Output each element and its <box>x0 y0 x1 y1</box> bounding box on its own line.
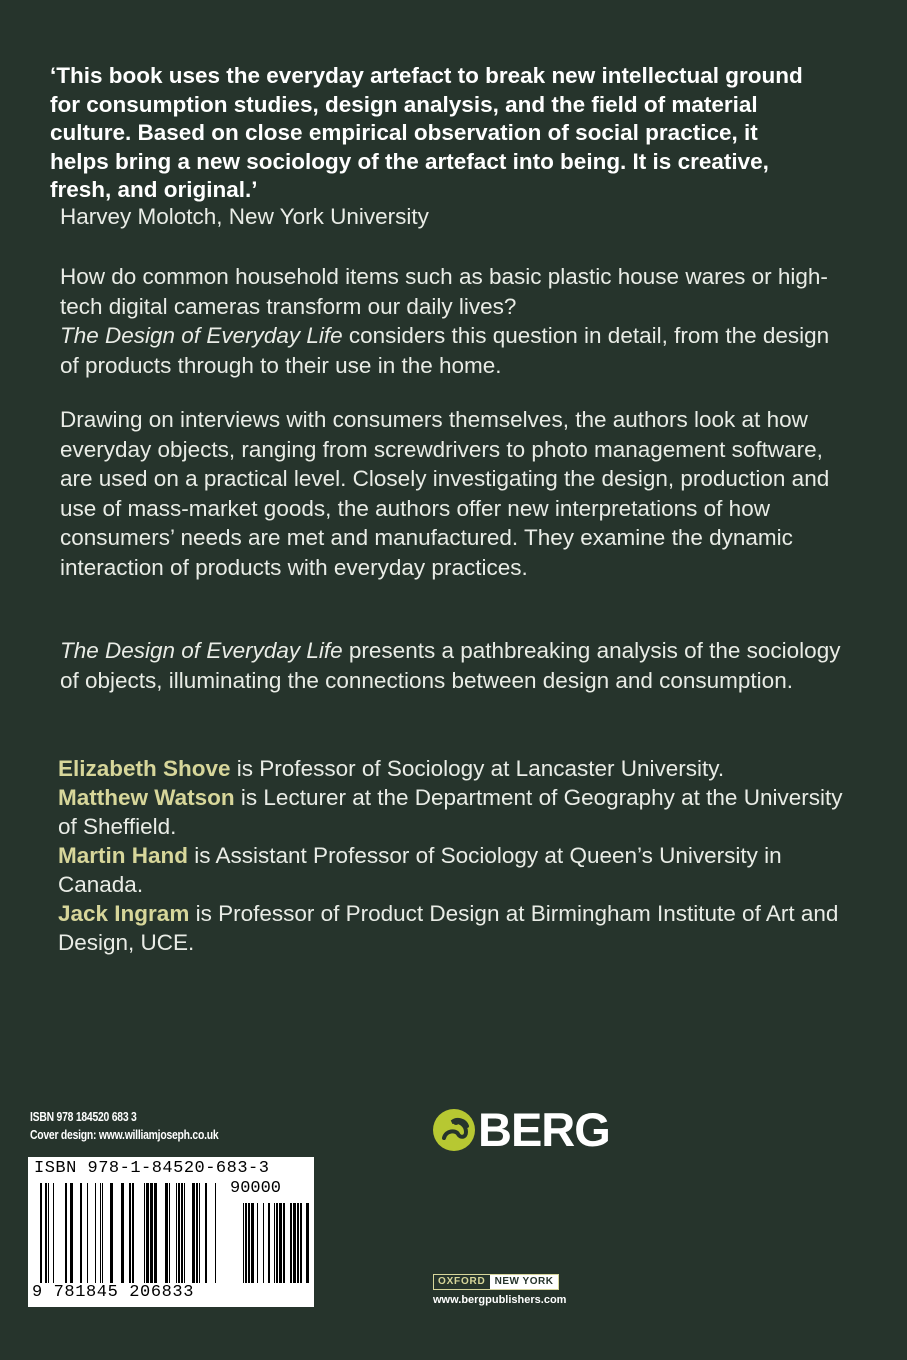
barcode-bar <box>102 1183 103 1283</box>
barcode-bar <box>129 1183 131 1283</box>
publisher-name: BERG <box>478 1103 610 1156</box>
paragraph-1-text: How do common household items such as basic plastic house wares or high-tech digital cameras transform our daily lives? <box>60 264 828 319</box>
berg-logo <box>432 1103 622 1156</box>
author-name: Elizabeth Shove <box>58 756 231 781</box>
barcode-bar <box>263 1203 264 1283</box>
author-bio <box>58 899 848 957</box>
author-desc: is Professor of Sociology at Lancaster University. <box>230 756 725 781</box>
barcode-bar <box>154 1183 157 1283</box>
review-quote: ‘This book uses the everyday artefact to break new intellectual ground for consumption studies, design analysis, and the field of material culture. Based on close empirical observation of social practice, it helps bring a new sociology of the artefact into being. It is creative, fresh, and original.’ <box>50 63 803 203</box>
paragraph-3-rest: presents a pathbreaking analysis of the sociology of objects, illuminating the connections between design and consumption. <box>60 638 841 693</box>
barcode-price-code: 90000 <box>230 1179 282 1198</box>
author-name: Matthew Watson <box>58 785 235 810</box>
barcode-bar <box>196 1183 198 1283</box>
author-desc: is Lecturer at the Department of Geography at the University of Sheffield. <box>58 785 843 839</box>
city-new-york: NEW YORK <box>490 1275 559 1289</box>
barcode-bar <box>150 1183 153 1283</box>
barcode-bar <box>144 1183 145 1283</box>
publisher-website: www.bergpublishers.com <box>433 1294 567 1306</box>
barcode-bar <box>215 1183 216 1283</box>
barcode-bar <box>306 1203 309 1283</box>
barcode-bar <box>181 1183 183 1283</box>
barcode-bar <box>176 1183 177 1283</box>
barcode-bar <box>165 1183 168 1283</box>
barcode <box>28 1157 314 1307</box>
barcode-bar <box>205 1183 207 1283</box>
barcode-bar <box>53 1183 54 1283</box>
barcode-bar <box>199 1183 200 1283</box>
book-title-italic: The Design of Everyday Life <box>60 638 343 663</box>
barcode-bar <box>45 1183 47 1283</box>
cover-design-credit: Cover design: www.williamjoseph.co.uk <box>30 1127 219 1142</box>
barcode-isbn: ISBN 978-1-84520-683-3 <box>34 1159 270 1178</box>
barcode-bar <box>276 1203 278 1283</box>
barcode-bar <box>279 1203 282 1283</box>
barcode-bar <box>70 1183 73 1283</box>
barcode-bar <box>146 1183 149 1283</box>
swan-icon <box>432 1108 476 1152</box>
barcode-bar <box>169 1183 170 1283</box>
author-bio <box>58 783 848 841</box>
barcode-bar <box>257 1203 258 1283</box>
barcode-digits: 9 781845 206833 <box>32 1283 195 1302</box>
barcode-bar <box>268 1203 270 1283</box>
city-oxford: OXFORD <box>434 1275 490 1289</box>
book-title-italic: The Design of Everyday Life <box>60 323 343 348</box>
author-bio <box>58 841 848 899</box>
description-paragraph-3 <box>60 636 850 695</box>
barcode-bar <box>192 1183 195 1283</box>
author-name: Jack Ingram <box>58 901 190 926</box>
author-desc: is Assistant Professor of Sociology at Queen’s University in Canada. <box>58 843 782 897</box>
paragraph-1-rest: considers this question in detail, from the design of products through to their use in the home. <box>60 323 830 378</box>
barcode-bar <box>293 1203 296 1283</box>
isbn-credits <box>30 1108 218 1144</box>
barcode-bar <box>245 1203 247 1283</box>
isbn-line: ISBN 978 184520 683 3 <box>30 1109 137 1124</box>
barcode-bar <box>132 1183 134 1283</box>
barcode-bar <box>80 1183 82 1283</box>
barcode-bar <box>251 1203 254 1283</box>
barcode-bar <box>87 1183 88 1283</box>
barcode-bar <box>40 1183 42 1283</box>
author-name: Martin Hand <box>58 843 189 868</box>
description-paragraph-1 <box>60 262 850 380</box>
author-bios <box>58 754 848 957</box>
description-paragraph-2: Drawing on interviews with consumers themselves, the authors look at how everyday objects, ranging from screwdrivers to photo management software, are used on a practical level. Closely investigating the design, production and use of mass-market goods, the authors offer new interpretations of how consumers’ needs are met and manufactured. They examine the dynamic interaction of products with everyday practices. <box>60 407 830 580</box>
barcode-bar <box>100 1183 101 1283</box>
barcode-bar <box>178 1183 180 1283</box>
barcode-bar <box>248 1203 250 1283</box>
author-desc: is Professor of Product Design at Birmingham Institute of Art and Design, UCE. <box>58 901 839 955</box>
barcode-bar <box>65 1183 67 1283</box>
barcode-bar <box>48 1183 49 1283</box>
barcode-bar <box>243 1203 244 1283</box>
author-bio <box>58 754 848 783</box>
barcode-bar <box>290 1203 292 1283</box>
barcode-bar <box>95 1183 96 1283</box>
quote-attribution: Harvey Molotch, New York University <box>60 204 429 229</box>
barcode-bar <box>110 1183 113 1283</box>
barcode-bar <box>300 1203 302 1283</box>
barcode-bar <box>121 1183 124 1283</box>
barcode-bar <box>297 1203 299 1283</box>
barcode-bar <box>274 1203 275 1283</box>
barcode-bar <box>184 1183 185 1283</box>
publisher-cities <box>433 1274 559 1290</box>
barcode-bar <box>283 1203 285 1283</box>
